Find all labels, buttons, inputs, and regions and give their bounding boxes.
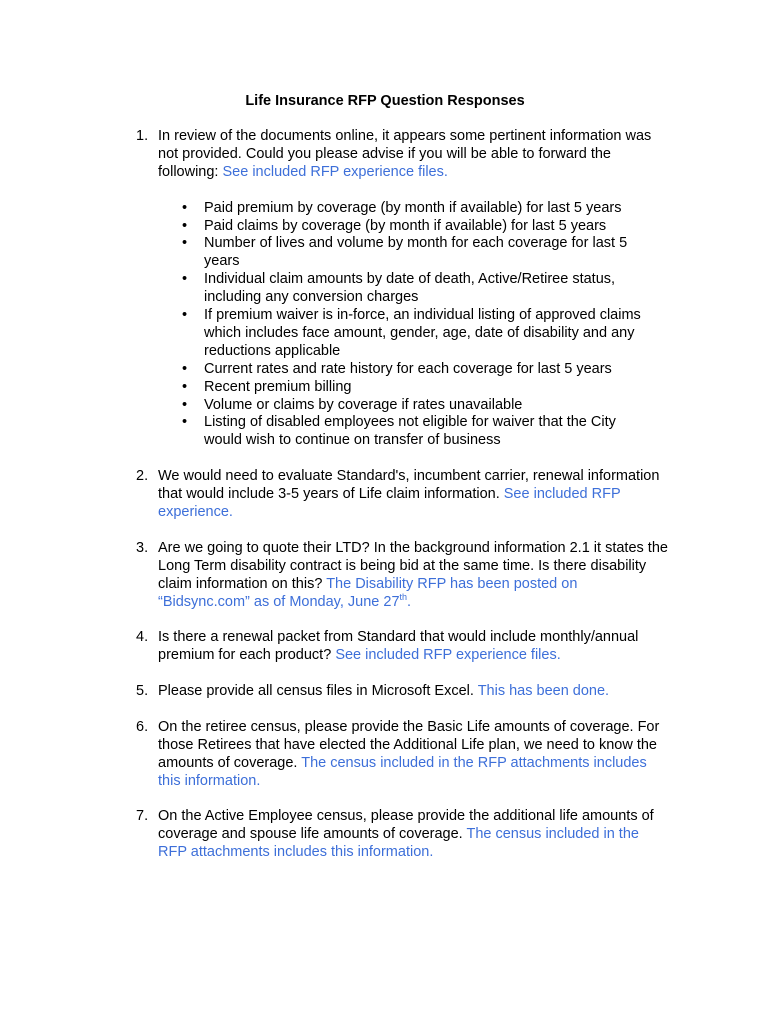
list-item bbox=[158, 271, 654, 307]
question-number: 6. bbox=[136, 718, 149, 735]
question-number: 1. bbox=[136, 128, 149, 144]
list-item-text: Current rates and rate history for each coverage for last 5 years bbox=[204, 360, 612, 377]
question-number: 7. bbox=[136, 808, 149, 825]
question-text: On the Active Employee census, please provide the additional life amounts of coverage and spouse life amounts of coverage. bbox=[158, 808, 654, 843]
list-item bbox=[158, 200, 654, 218]
list-item bbox=[158, 235, 654, 271]
list-item bbox=[158, 379, 654, 397]
list-item-text: If premium waiver is in-force, an individual listing of approved claims which includes face amount, gender, age, date of disability and any reductions applicable bbox=[204, 307, 641, 359]
response-text: See included RFP experience files. bbox=[335, 647, 561, 664]
bullet-icon: • bbox=[182, 307, 188, 324]
question-list bbox=[0, 128, 770, 880]
bullet-icon: • bbox=[182, 271, 188, 288]
question-number: 5. bbox=[136, 683, 149, 700]
bullet-icon: • bbox=[182, 199, 188, 216]
question-item-5 bbox=[0, 683, 670, 701]
question-item-2 bbox=[0, 468, 670, 522]
question-number: 2. bbox=[136, 468, 149, 485]
list-item bbox=[158, 414, 654, 450]
bullet-icon: • bbox=[182, 360, 188, 377]
list-item-text: Paid claims by coverage (by month if available) for last 5 years bbox=[204, 217, 607, 234]
bullet-icon: • bbox=[182, 414, 188, 431]
question-text: Are we going to quote their LTD? In the background information 2.1 it states the Long Term disability contract is being bid at the same time. Is there disability claim information on this? bbox=[158, 539, 668, 592]
list-item-text: Recent premium billing bbox=[204, 378, 352, 395]
question-item-1 bbox=[0, 128, 670, 450]
question-text: On the retiree census, please provide the Basic Life amounts of coverage. For those Retirees that have elected the Additional Life plan, we need to know the amounts of coverage. bbox=[158, 718, 660, 771]
question-number: 3. bbox=[136, 539, 149, 556]
list-item-text: Number of lives and volume by month for each coverage for last 5 years bbox=[204, 235, 628, 270]
bullet-icon: • bbox=[182, 235, 188, 252]
question-text: Please provide all census files in Microsoft Excel. bbox=[158, 683, 478, 700]
bullet-icon: • bbox=[182, 378, 188, 395]
question-text: In review of the documents online, it appears some pertinent information was not provided. Could you please advise if you will be able to forward the following: bbox=[158, 128, 652, 180]
response-text: See included RFP experience. bbox=[158, 486, 621, 520]
ordinal-suffix: th bbox=[399, 591, 408, 602]
list-item bbox=[158, 307, 654, 361]
response-text: This has been done. bbox=[477, 683, 610, 700]
response-end: . bbox=[407, 593, 412, 610]
question-item-3 bbox=[0, 540, 670, 612]
list-item bbox=[158, 361, 654, 379]
question-item-4 bbox=[0, 629, 670, 665]
response-text: The census included in the RFP attachments includes this information. bbox=[158, 754, 647, 789]
question-number: 4. bbox=[136, 629, 149, 646]
list-item bbox=[158, 397, 654, 415]
question-item-7 bbox=[0, 808, 670, 862]
question-text: Is there a renewal packet from Standard that would include monthly/annual premium for each product? bbox=[158, 629, 639, 664]
list-item bbox=[158, 218, 654, 236]
list-item-text: Individual claim amounts by date of death, Active/Retiree status, including any conversion charges bbox=[204, 271, 616, 306]
requested-items-list bbox=[158, 200, 670, 451]
response-text: See included RFP experience files. bbox=[222, 163, 448, 180]
list-item-text: Paid premium by coverage (by month if available) for last 5 years bbox=[204, 199, 622, 216]
list-item-text: Listing of disabled employees not eligible for waiver that the City would wish to continue on transfer of business bbox=[204, 414, 616, 449]
document-title: Life Insurance RFP Question Responses bbox=[245, 93, 525, 109]
list-item-text: Volume or claims by coverage if rates unavailable bbox=[204, 396, 523, 413]
response-main-text: The Disability RFP has been posted on “Bidsync.com” as of Monday, June 27 bbox=[158, 575, 578, 610]
bullet-icon: • bbox=[182, 396, 188, 413]
question-text: We would need to evaluate Standard's, incumbent carrier, renewal information that would include 3-5 years of Life claim information. bbox=[158, 468, 660, 503]
bullet-icon: • bbox=[182, 217, 188, 234]
response-text: The census included in the RFP attachments includes this information. bbox=[158, 826, 639, 861]
question-item-6 bbox=[0, 719, 670, 791]
